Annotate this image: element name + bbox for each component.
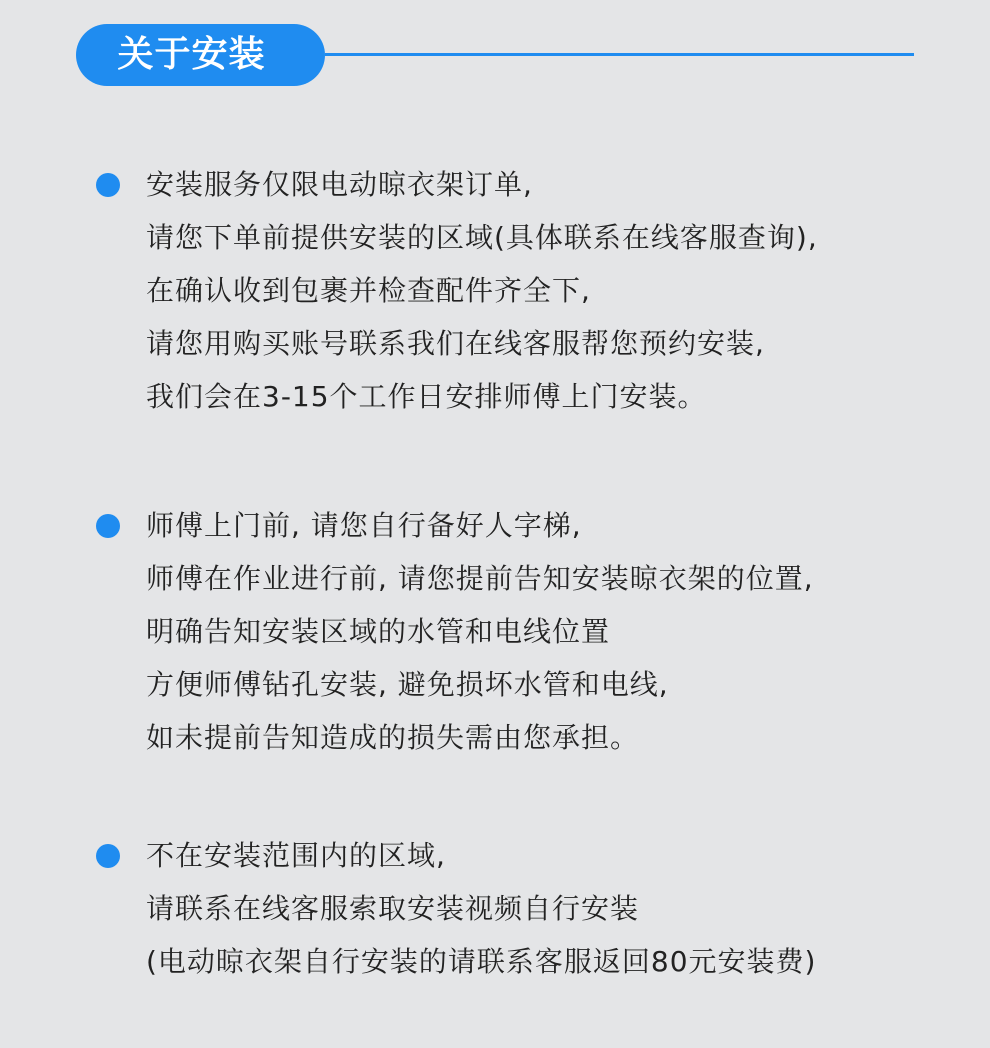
text-line: 我们会在3-15个工作日安排师傅上门安装。 xyxy=(146,380,707,413)
section-title-pill: 关于安装 xyxy=(76,24,325,86)
text-line: 不在安装范围内的区域, xyxy=(146,839,446,872)
text-line: 请您用购买账号联系我们在线客服帮您预约安装, xyxy=(146,327,765,360)
section-header xyxy=(76,24,914,86)
bullet-dot-icon xyxy=(96,173,120,197)
bullet-dot-icon xyxy=(96,844,120,868)
text-line: 师傅上门前, 请您自行备好人字梯, xyxy=(146,509,582,542)
text-line: (电动晾衣架自行安装的请联系客服返回80元安装费) xyxy=(146,945,817,978)
text-line: 如未提前告知造成的损失需由您承担。 xyxy=(146,721,640,754)
text-line: 请联系在线客服索取安装视频自行安装 xyxy=(146,892,640,925)
section-text xyxy=(146,509,946,774)
text-line: 请您下单前提供安装的区域(具体联系在线客服查询), xyxy=(146,221,818,254)
text-line: 师傅在作业进行前, 请您提前告知安装晾衣架的位置, xyxy=(146,562,814,595)
text-line: 明确告知安装区域的水管和电线位置 xyxy=(146,615,611,648)
text-line: 安装服务仅限电动晾衣架订单, xyxy=(146,168,533,201)
section-text xyxy=(146,168,946,433)
text-line: 在确认收到包裹并检查配件齐全下, xyxy=(146,274,591,307)
section-text xyxy=(146,839,946,998)
bullet-dot-icon xyxy=(96,514,120,538)
text-line: 方便师傅钻孔安装, 避免损坏水管和电线, xyxy=(146,668,669,701)
header-divider-line xyxy=(325,53,914,56)
